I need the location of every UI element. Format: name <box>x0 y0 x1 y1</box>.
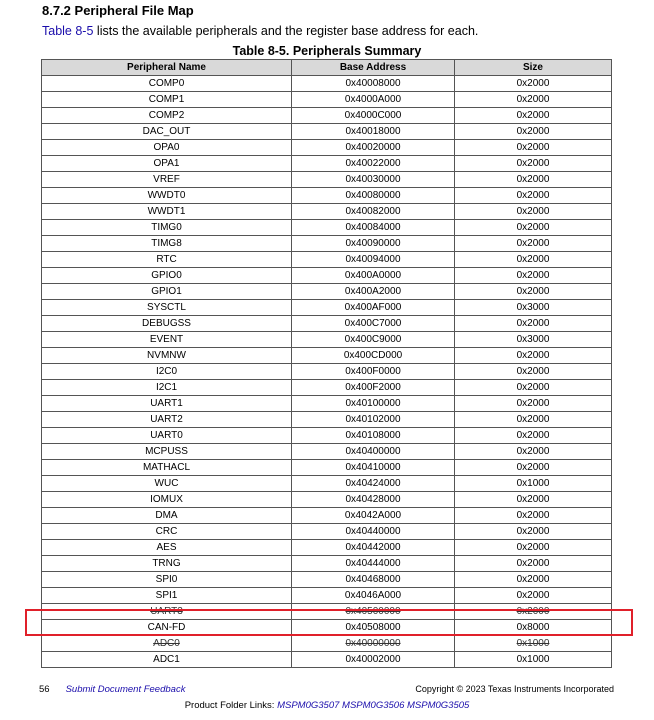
cell-size: 0x2000 <box>455 444 612 460</box>
table-row <box>42 108 612 124</box>
cell-base-address: 0x400C7000 <box>292 316 455 332</box>
cell-size: 0x2000 <box>455 92 612 108</box>
cell-size: 0x2000 <box>455 364 612 380</box>
copyright-notice: Copyright © 2023 Texas Instruments Incorporated <box>415 684 614 694</box>
table-row <box>42 492 612 508</box>
cell-size: 0x2000 <box>455 508 612 524</box>
cell-peripheral-name: SYSCTL <box>42 300 292 316</box>
cell-size: 0x2000 <box>455 348 612 364</box>
table-row <box>42 460 612 476</box>
cell-peripheral-name: OPA0 <box>42 140 292 156</box>
cell-size: 0x2000 <box>455 412 612 428</box>
cell-base-address: 0x40410000 <box>292 460 455 476</box>
cell-size: 0x2000 <box>455 428 612 444</box>
cell-size: 0x2000 <box>455 108 612 124</box>
cell-base-address: 0x40508000 <box>292 620 455 636</box>
cell-base-address: 0x40018000 <box>292 124 455 140</box>
table-row <box>42 476 612 492</box>
table-row <box>42 524 612 540</box>
submit-feedback-link[interactable]: Submit Document Feedback <box>65 684 186 695</box>
cell-peripheral-name: GPIO0 <box>42 268 292 284</box>
cell-size: 0x2000 <box>455 76 612 92</box>
cell-size: 0x2000 <box>455 172 612 188</box>
cell-peripheral-name: AES <box>42 540 292 556</box>
cell-base-address: 0x400A0000 <box>292 268 455 284</box>
cell-base-address: 0x40100000 <box>292 396 455 412</box>
section-title: 8.7.2 Peripheral File Map <box>42 3 194 18</box>
cell-peripheral-name: DEBUGSS <box>42 316 292 332</box>
cell-peripheral-name: SPI1 <box>42 588 292 604</box>
cell-size: 0x2000 <box>455 556 612 572</box>
cell-peripheral-name: COMP1 <box>42 92 292 108</box>
cell-peripheral-name: CRC <box>42 524 292 540</box>
cell-peripheral-name: MATHACL <box>42 460 292 476</box>
cell-peripheral-name: DMA <box>42 508 292 524</box>
cell-base-address: 0x40500000 <box>292 604 455 620</box>
cell-base-address: 0x4046A000 <box>292 588 455 604</box>
cell-size: 0x2000 <box>455 396 612 412</box>
cell-base-address: 0x40008000 <box>292 76 455 92</box>
cell-size: 0x2000 <box>455 460 612 476</box>
table-caption: Table 8-5. Peripherals Summary <box>232 44 422 58</box>
table-row <box>42 540 612 556</box>
table-row <box>42 188 612 204</box>
cell-size: 0x2000 <box>455 540 612 556</box>
cell-size: 0x2000 <box>455 492 612 508</box>
cell-peripheral-name: TRNG <box>42 556 292 572</box>
cell-peripheral-name: UART3 <box>42 604 292 620</box>
table-row <box>42 636 612 652</box>
cell-peripheral-name: COMP2 <box>42 108 292 124</box>
column-header-peripheral-name: Peripheral Name <box>42 60 292 76</box>
table-row <box>42 204 612 220</box>
cell-peripheral-name: GPIO1 <box>42 284 292 300</box>
cell-base-address: 0x40022000 <box>292 156 455 172</box>
cell-size: 0x2000 <box>455 124 612 140</box>
cell-peripheral-name: SPI0 <box>42 572 292 588</box>
table-row <box>42 444 612 460</box>
table-row <box>42 268 612 284</box>
product-links-label: Product Folder Links: <box>184 700 278 711</box>
product-folder-links <box>0 700 654 711</box>
cell-peripheral-name: ADC0 <box>42 636 292 652</box>
table-row <box>42 396 612 412</box>
cell-base-address: 0x400A2000 <box>292 284 455 300</box>
cell-base-address: 0x4000A000 <box>292 92 455 108</box>
cell-peripheral-name: VREF <box>42 172 292 188</box>
cell-size: 0x2000 <box>455 572 612 588</box>
cell-size: 0x2000 <box>455 284 612 300</box>
cell-size: 0x3000 <box>455 332 612 348</box>
cell-peripheral-name: OPA1 <box>42 156 292 172</box>
table-row <box>42 92 612 108</box>
table-row <box>42 380 612 396</box>
cell-size: 0x2000 <box>455 156 612 172</box>
table-row <box>42 140 612 156</box>
table-body <box>42 76 612 668</box>
cell-base-address: 0x40080000 <box>292 188 455 204</box>
cell-peripheral-name: CAN-FD <box>42 620 292 636</box>
cell-size: 0x2000 <box>455 524 612 540</box>
cell-peripheral-name: TIMG0 <box>42 220 292 236</box>
table-row <box>42 124 612 140</box>
table-row <box>42 556 612 572</box>
column-header-size: Size <box>455 60 612 76</box>
cell-size: 0x8000 <box>455 620 612 636</box>
peripherals-table <box>41 59 612 668</box>
cell-base-address: 0x4042A000 <box>292 508 455 524</box>
cell-size: 0x2000 <box>455 220 612 236</box>
cell-base-address: 0x40424000 <box>292 476 455 492</box>
cell-peripheral-name: UART2 <box>42 412 292 428</box>
cell-peripheral-name: NVMNW <box>42 348 292 364</box>
table-row <box>42 156 612 172</box>
cell-peripheral-name: UART1 <box>42 396 292 412</box>
highlight-box <box>25 609 633 636</box>
cell-size: 0x2000 <box>455 380 612 396</box>
table-row <box>42 652 612 668</box>
table-row <box>42 332 612 348</box>
cell-base-address: 0x40108000 <box>292 428 455 444</box>
product-links[interactable]: MSPM0G3507 MSPM0G3506 MSPM0G3505 <box>277 700 470 711</box>
cell-peripheral-name: RTC <box>42 252 292 268</box>
table-header-row <box>42 60 612 76</box>
cell-peripheral-name: WUC <box>42 476 292 492</box>
column-header-base-address: Base Address <box>292 60 455 76</box>
cell-peripheral-name: COMP0 <box>42 76 292 92</box>
cell-base-address: 0x40002000 <box>292 652 455 668</box>
table-row <box>42 76 612 92</box>
table-row <box>42 572 612 588</box>
cell-base-address: 0x400F0000 <box>292 364 455 380</box>
cell-base-address: 0x40030000 <box>292 172 455 188</box>
cell-size: 0x2000 <box>455 268 612 284</box>
cell-size: 0x2000 <box>455 236 612 252</box>
table-row <box>42 348 612 364</box>
table-row <box>42 236 612 252</box>
cell-base-address: 0x40020000 <box>292 140 455 156</box>
cell-size: 0x2000 <box>455 316 612 332</box>
cell-base-address: 0x40400000 <box>292 444 455 460</box>
cell-base-address: 0x400AF000 <box>292 300 455 316</box>
cell-base-address: 0x400CD000 <box>292 348 455 364</box>
cell-base-address: 0x40444000 <box>292 556 455 572</box>
cell-peripheral-name: I2C0 <box>42 364 292 380</box>
cell-peripheral-name: I2C1 <box>42 380 292 396</box>
cell-base-address: 0x40102000 <box>292 412 455 428</box>
table-row <box>42 364 612 380</box>
table-row <box>42 172 612 188</box>
cell-base-address: 0x400C9000 <box>292 332 455 348</box>
cell-base-address: 0x40000000 <box>292 636 455 652</box>
cell-base-address: 0x40428000 <box>292 492 455 508</box>
cell-base-address: 0x40440000 <box>292 524 455 540</box>
cell-size: 0x2000 <box>455 204 612 220</box>
intro-paragraph <box>42 24 478 38</box>
cell-size: 0x2000 <box>455 140 612 156</box>
table-reference-link[interactable]: Table 8-5 <box>42 24 94 38</box>
cell-base-address: 0x400F2000 <box>292 380 455 396</box>
cell-size: 0x2000 <box>455 188 612 204</box>
table-row <box>42 588 612 604</box>
cell-size: 0x3000 <box>455 300 612 316</box>
cell-base-address: 0x40082000 <box>292 204 455 220</box>
cell-base-address: 0x40442000 <box>292 540 455 556</box>
cell-size: 0x1000 <box>455 652 612 668</box>
table-row <box>42 316 612 332</box>
cell-base-address: 0x40094000 <box>292 252 455 268</box>
table-row <box>42 252 612 268</box>
cell-base-address: 0x4000C000 <box>292 108 455 124</box>
cell-peripheral-name: MCPUSS <box>42 444 292 460</box>
cell-peripheral-name: WWDT0 <box>42 188 292 204</box>
table-row <box>42 508 612 524</box>
cell-peripheral-name: WWDT1 <box>42 204 292 220</box>
cell-size: 0x2000 <box>455 588 612 604</box>
cell-base-address: 0x40468000 <box>292 572 455 588</box>
table-row <box>42 284 612 300</box>
cell-size: 0x2000 <box>455 252 612 268</box>
table-row <box>42 220 612 236</box>
cell-base-address: 0x40084000 <box>292 220 455 236</box>
cell-peripheral-name: TIMG8 <box>42 236 292 252</box>
cell-peripheral-name: IOMUX <box>42 492 292 508</box>
cell-peripheral-name: UART0 <box>42 428 292 444</box>
cell-base-address: 0x40090000 <box>292 236 455 252</box>
cell-peripheral-name: ADC1 <box>42 652 292 668</box>
cell-size: 0x1000 <box>455 636 612 652</box>
cell-size: 0x2000 <box>455 604 612 620</box>
footer-left <box>39 684 185 695</box>
intro-text: lists the available peripherals and the register base address for each. <box>93 24 479 38</box>
cell-peripheral-name: DAC_OUT <box>42 124 292 140</box>
cell-peripheral-name: EVENT <box>42 332 292 348</box>
table-row <box>42 412 612 428</box>
cell-size: 0x1000 <box>455 476 612 492</box>
table-row <box>42 300 612 316</box>
page-number: 56 <box>39 684 50 695</box>
table-row <box>42 428 612 444</box>
